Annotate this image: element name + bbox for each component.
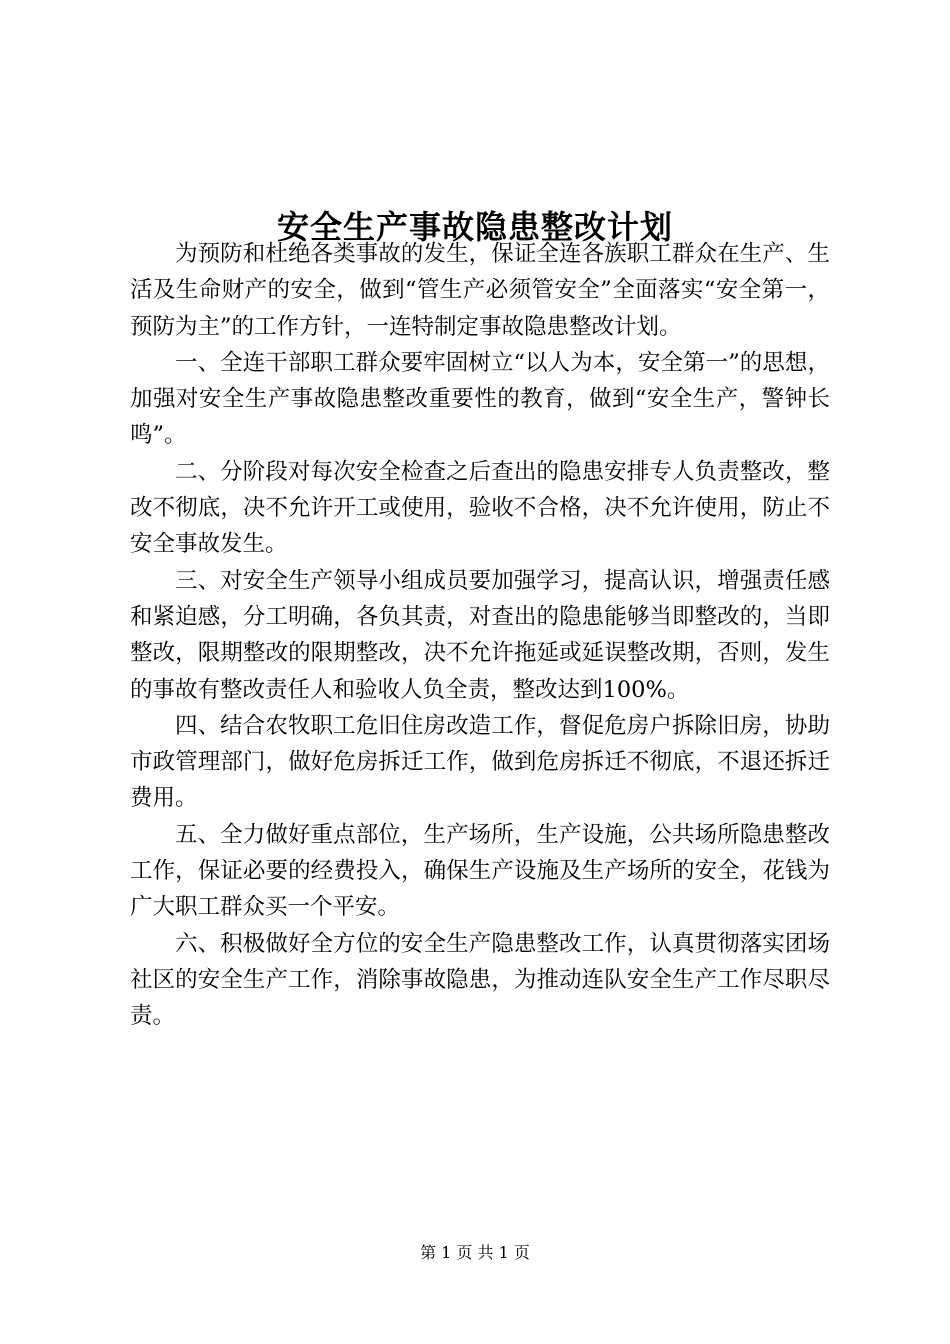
paragraph-item-4: 四、结合农牧职工危旧住房改造工作，督促危房户拆除旧房，协助市政管理部门，做好危房拆迁工作，做到危房拆迁不彻底，不退还拆迁费用。 [130,712,830,812]
paragraph-item-6: 六、积极做好全方位的安全生产隐患整改工作，认真贯彻落实团场社区的安全生产工作，消除事故隐患，为推动连队安全生产工作尽职尽责。 [130,930,830,1030]
paragraph-item-5: 五、全力做好重点部位，生产场所，生产设施，公共场所隐患整改工作，保证必要的经费投入，确保生产设施及生产场所的安全，花钱为广大职工群众买一个平安。 [130,821,830,921]
paragraph-intro: 为预防和杜绝各类事故的发生，保证全连各族职工群众在生产、生活及生命财产的安全，做到“管生产必须管安全”全面落实“安全第一，预防为主”的工作方针，一连特制定事故隐患整改计划。 [130,241,830,340]
paragraph-item-3: 三、对安全生产领导小组成员要加强学习，提高认识，增强责任感和紧迫感，分工明确，各负其责，对查出的隐患能够当即整改的，当即整改，限期整改的限期整改，决不允许拖延或延误整改期，否则，发生的事故有整改责任人和验收人负全责，整改达到100%。 [130,567,830,703]
page-number-footer: 第 1 页 共 1 页 [420,1243,530,1262]
document-body [130,236,830,1035]
paragraph-item-1: 一、全连干部职工群众要牢固树立“以人为本，安全第一”的思想，加强对安全生产事故隐患整改重要性的教育，做到“安全生产，警钟长鸣”。 [130,349,830,449]
paragraph-item-2: 二、分阶段对每次安全检查之后查出的隐患安排专人负责整改，整改不彻底，决不允许开工或使用，验收不合格，决不允许使用，防止不安全事故发生。 [130,458,830,558]
document-title: 安全生产事故隐患整改计划 [276,208,673,247]
